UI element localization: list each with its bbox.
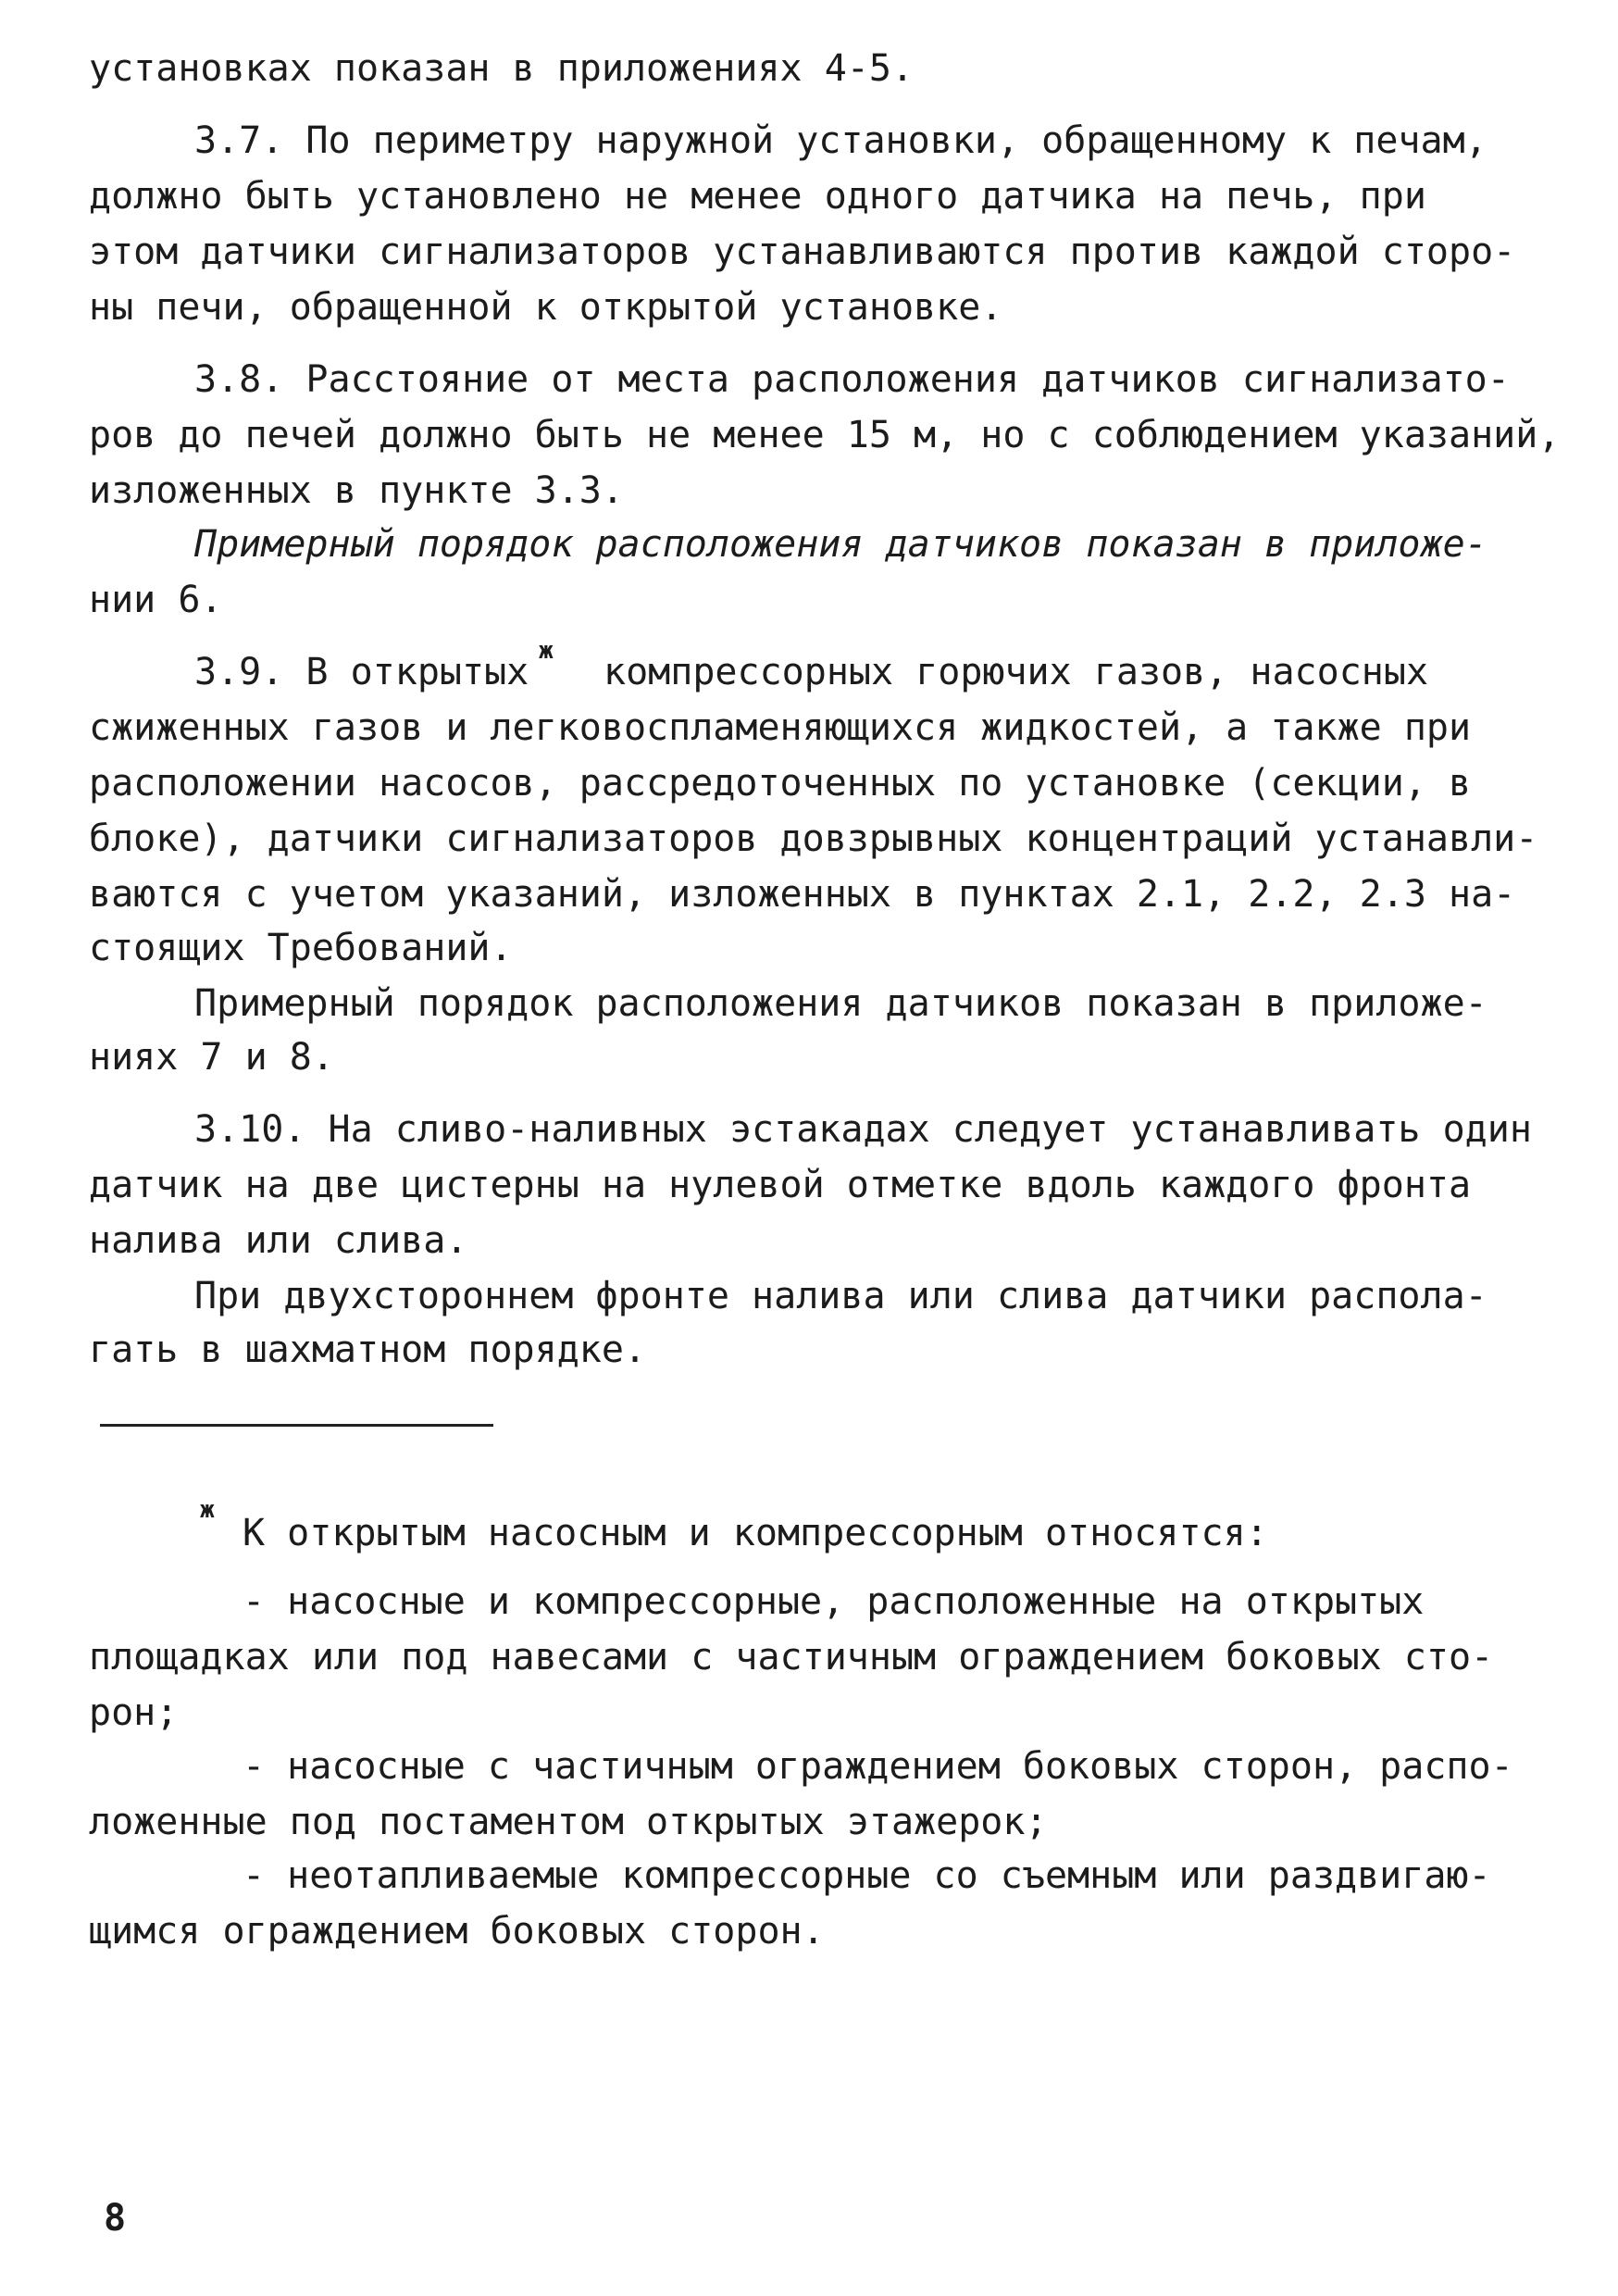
footnote-line: щимся ограждением боковых сторон. <box>89 1910 825 1953</box>
paragraph-3-10-line: 3.10. На сливо-наливных эстакадах следует устанавливать один <box>194 1108 1532 1151</box>
paragraph-3-7-line: должно быть установлено не менее одного датчика на печь, при <box>89 175 1426 218</box>
paragraph-3-9-line: ваются с учетом указаний, изложенных в пунктах 2.1, 2.2, 2.3 на- <box>89 873 1516 916</box>
paragraph-3-8-line: ров до печей должно быть не менее 15 м, но с соблюдением указаний, <box>89 414 1561 456</box>
paragraph-3-9-line: сжиженных газов и легковоспламеняющихся жидкостей, а также при <box>89 706 1472 749</box>
paragraph-3-9-line-end: компрессорных горючих газов, насосных <box>604 651 1429 693</box>
footnote-mark: ж <box>200 1496 215 1524</box>
paragraph-3-7-line: этом датчики сигнализаторов устанавливаются против каждой сторо- <box>89 231 1516 273</box>
paragraph-3-9-line: стоящих Требований. <box>89 927 513 969</box>
footnote-line: К открытым насосным и компрессорным относятся: <box>243 1512 1268 1554</box>
paragraph-3-7-line: ны печи, обращенной к открытой установке. <box>89 286 1003 329</box>
paragraph-3-10-note-line: При двухстороннем фронте налива или слива датчики распола- <box>194 1275 1487 1317</box>
paragraph-3-10-note-line: гать в шахматном порядке. <box>89 1329 647 1371</box>
footnote-mark: ж <box>539 637 554 665</box>
paragraph-3-10-line: налива или слива. <box>89 1219 468 1262</box>
text-line: установках показан в приложениях 4-5. <box>89 47 915 90</box>
paragraph-3-9-line-start: 3.9. В открытых <box>194 651 529 693</box>
paragraph-3-8-note-line: нии 6. <box>89 579 223 621</box>
footnote-line: площадках или под навесами с частичным ограждением боковых сто- <box>89 1636 1494 1678</box>
paragraph-3-9-note-line: Примерный порядок расположения датчиков показан в приложе- <box>194 982 1487 1025</box>
page-number: 8 <box>104 2197 127 2240</box>
paragraph-3-8-line: изложенных в пункте 3.3. <box>89 469 624 512</box>
paragraph-3-9-line: блоке), датчики сигнализаторов довзрывных концентраций устанавли- <box>89 817 1538 860</box>
paragraph-3-7-line: 3.7. По периметру наружной установки, обращенному к печам, <box>194 119 1487 162</box>
paragraph-3-8-note-line: Примерный порядок расположения датчиков показан в приложе- <box>194 523 1487 566</box>
paragraph-3-8-line: 3.8. Расстояние от места расположения датчиков сигнализато- <box>194 358 1510 401</box>
paragraph-3-9-line: расположении насосов, рассредоточенных по установке (секции, в <box>89 762 1472 805</box>
paragraph-3-10-line: датчик на две цистерны на нулевой отметке вдоль каждого фронта <box>89 1164 1472 1206</box>
footnote-line: - насосные и компрессорные, расположенные на открытых <box>243 1580 1425 1623</box>
footnote-line: - насосные с частичным ограждением боковых сторон, распо- <box>243 1745 1513 1788</box>
paragraph-3-9-note-line: ниях 7 и 8. <box>89 1036 334 1079</box>
footnote-separator <box>100 1424 493 1427</box>
footnote-line: рон; <box>89 1691 179 1734</box>
footnote-line: - неотапливаемые компрессорные со съемным или раздвигаю- <box>243 1854 1491 1897</box>
footnote-line: ложенные под постаментом открытых этажерок; <box>89 1801 1048 1843</box>
